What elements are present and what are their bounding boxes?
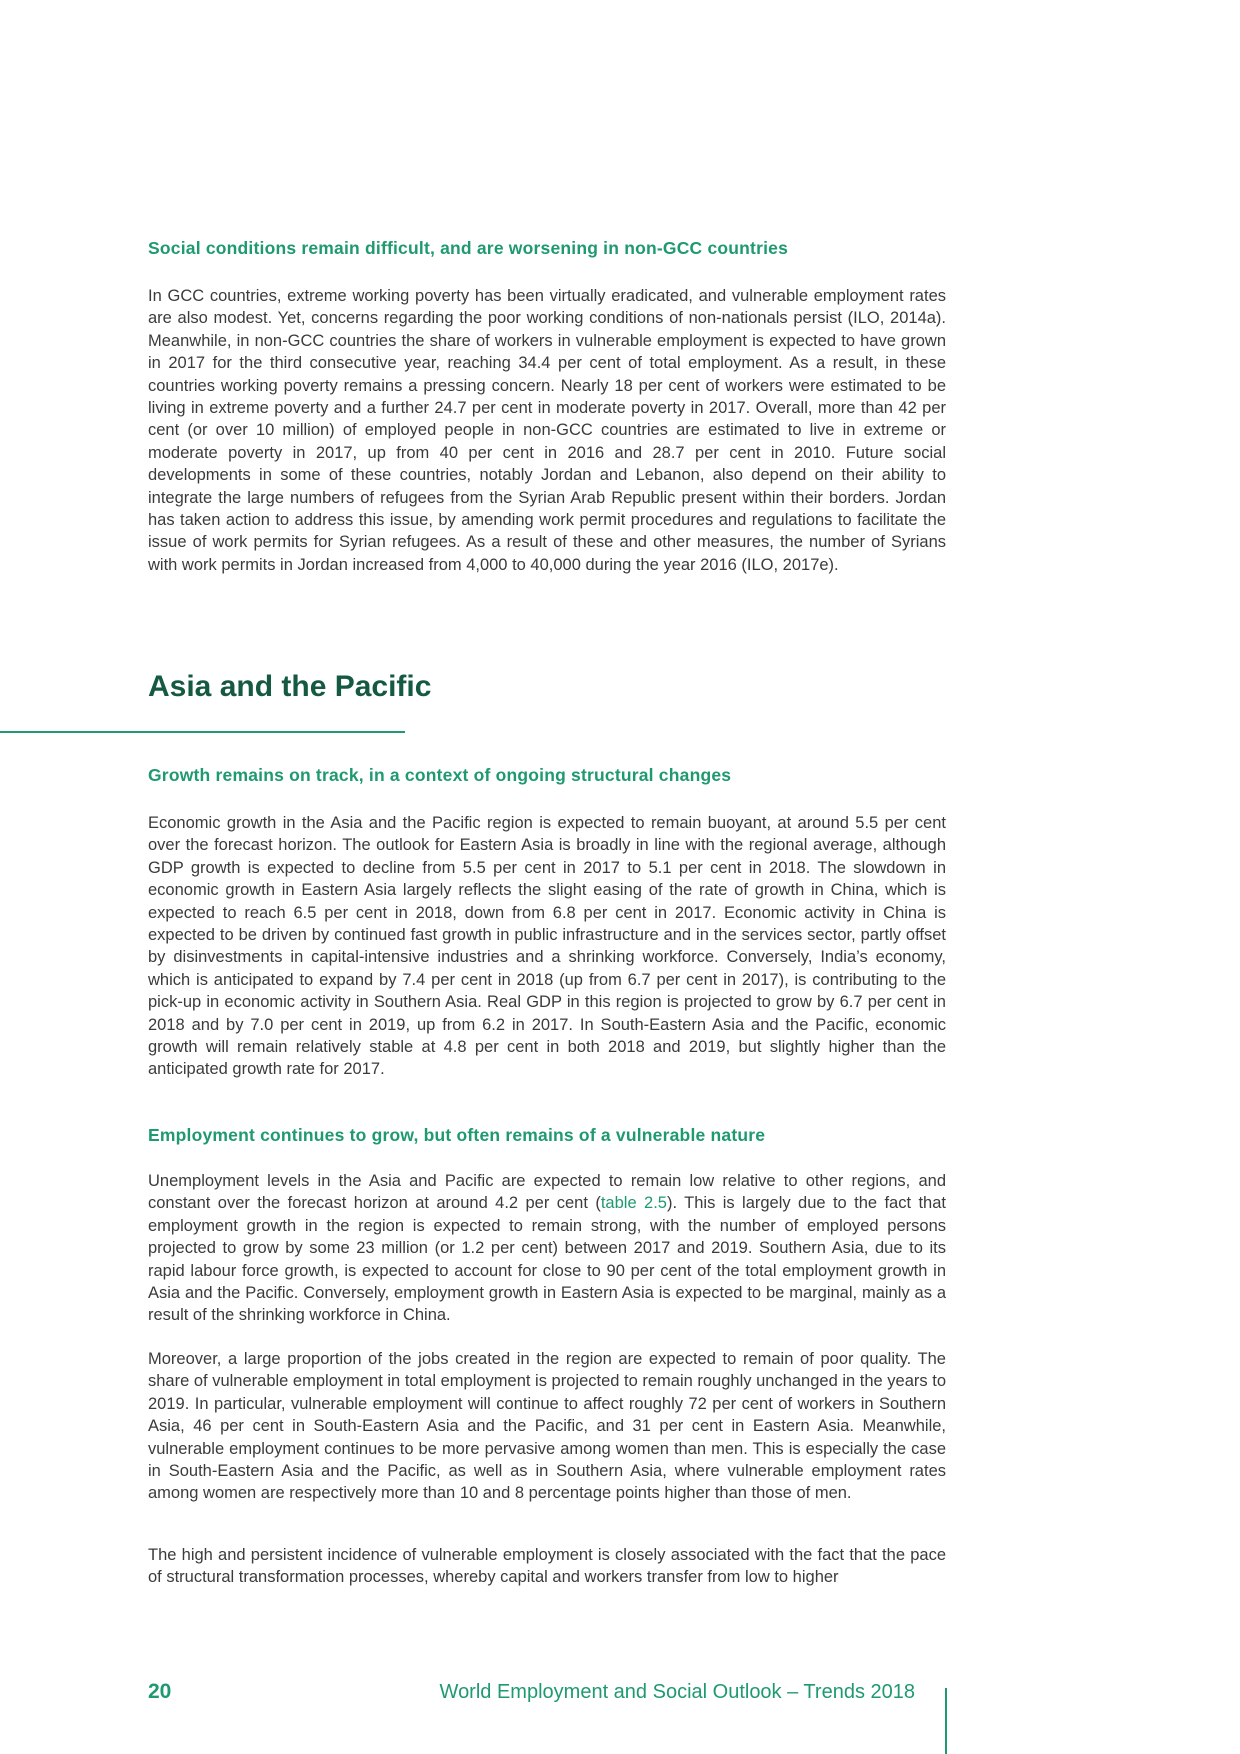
paragraph-employment-3: The high and persistent incidence of vulnerable employment is closely associated with the fact that the pace of structural transformation processes, whereby capital and workers transfer from low to higher <box>148 1546 946 1587</box>
subheading-employment: Employment continues to grow, but often remains of a vulnerable nature <box>148 1125 766 1145</box>
table-2-5-link[interactable]: table 2.5 <box>600 1194 667 1213</box>
paragraph-social-conditions: In GCC countries, extreme working poverty has been virtually eradicated, and vulnerable employment rates are also modest. Yet, concerns regarding the poor working conditions of non-nationals persist (ILO, 2014a). Meanwhile, in non-GCC countries the share of workers in vulnerable employment is expected to have grown in 2017 for the third consecutive year, reaching 34.4 per cent of total employment. As a result, in these countries working poverty remains a pressing concern. Nearly 18 per cent of workers were estimated to be living in extreme poverty and a further 24.7 per cent in moderate poverty in 2017. Overall, more than 42 per cent (or over 10 million) of employed people in non-GCC countries are estimated to live in extreme or moderate poverty in 2017, up from 40 per cent in 2016 and 28.7 per cent in 2010. Future social developments in some of these countries, notably Jordan and Lebanon, also depend on their ability to integrate the large numbers of refugees from the Syrian Arab Republic present within their borders. Jordan has taken action to address this issue, by amending work permit procedures and regulations to facilitate the issue of work permits for Syrian refugees. As a result of these and other measures, the number of Syrians with work permits in Jordan increased from 4,000 to 40,000 during the year 2016 (ILO, 2017e). <box>148 287 946 574</box>
paragraph-growth: Economic growth in the Asia and the Pacific region is expected to remain buoyant, at around 5.5 per cent over the forecast horizon. The outlook for Eastern Asia is broadly in line with the regional average, although GDP growth is expected to decline from 5.5 per cent in 2017 to 5.1 per cent in 2018. The slowdown in economic growth in Eastern Asia largely reflects the slight easing of the rate of growth in China, which is expected to reach 6.5 per cent in 2018, down from 6.8 per cent in 2017. Economic activity in China is expected to be driven by continued fast growth in public infrastructure and in the services sector, partly offset by disinvestments in capital-intensive industries and a shrinking workforce. Conversely, India’s economy, which is anticipated to expand by 7.4 per cent in 2018 (up from 6.7 per cent in 2017), is contributing to the pick-up in economic activity in Southern Asia. Real GDP in this region is projected to grow by 6.7 per cent in 2018 and by 7.0 per cent in 2019, up from 6.2 in 2017. In South-Eastern Asia and the Pacific, economic growth will remain relatively stable at 4.8 per cent in both 2018 and 2019, but slightly higher than the anticipated growth rate for 2017. <box>148 814 946 1079</box>
subheading-growth: Growth remains on track, in a context of ongoing structural changes <box>148 765 732 785</box>
publication-title: World Employment and Social Outlook – Trends 2018 <box>439 1681 915 1703</box>
footer-divider-bar <box>945 1688 947 1754</box>
paragraph-employment-1-text-b: ). This is largely due to the fact that employment growth in the region is expected to remain strong, with the number of employed persons projected to grow by some 23 million (or 1.2 per cent) between 2017 and 2019. Southern Asia, due to its rapid labour force growth, is expected to account for close to 90 per cent of the total employment growth in Asia and the Pacific. Conversely, employment growth in Eastern Asia is expected to be marginal, mainly as a result of the shrinking workforce in China. <box>148 1194 946 1325</box>
section-title-rule <box>0 731 405 733</box>
subheading-social-conditions: Social conditions remain difficult, and are worsening in non-GCC countries <box>148 238 789 258</box>
section-title: Asia and the Pacific <box>148 670 432 703</box>
page-number: 20 <box>148 1680 172 1703</box>
paragraph-employment-1 <box>148 1170 946 1327</box>
paragraph-employment-2: Moreover, a large proportion of the jobs created in the region are expected to remain of poor quality. The share of vulnerable employment in total employment is projected to remain roughly unchanged in the years to 2019. In particular, vulnerable employment will continue to affect roughly 72 per cent of workers in Southern Asia, 46 per cent in South-Eastern Asia and the Pacific, and 31 per cent in Eastern Asia. Meanwhile, vulnerable employment continues to be more pervasive among women than men. This is especially the case in South-Eastern Asia and the Pacific, as well as in Southern Asia, where vulnerable employment rates among women are respectively more than 10 and 8 percentage points higher than those of men. <box>148 1350 946 1503</box>
paragraph-employment-1-text-a: Unemployment levels in the Asia and Pacific are expected to remain low relative to other regions, and constant over the forecast horizon at around 4.2 per cent ( <box>148 1172 946 1213</box>
